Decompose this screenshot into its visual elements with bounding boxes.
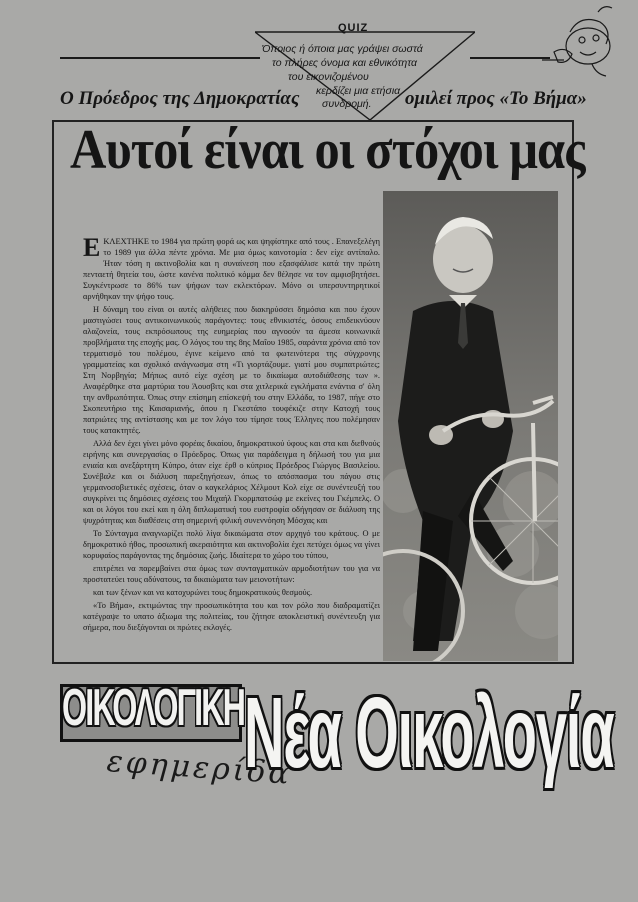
top-rule-right bbox=[470, 57, 550, 59]
quiz-line-1: Όποιος ή όποια μας γράψει σωστά bbox=[262, 43, 423, 55]
logo-oikologiki: ΟΙΚΟΛΟΓΙΚΗ bbox=[62, 679, 245, 737]
quiz-line-2: το πλήρες όνομα και εθνικότητα bbox=[272, 57, 418, 69]
article-paragraph: Το Σύνταγμα αναγνωρίζει πολύ λίγα δικαιώματα στον αρχηγό του κράτους. Ο με δημοκρατικό ήθος, προσωπική ακεραιότητα και ακτινοβολία έχει πετύχει όμως να γίνει κορυφαίος παράγοντας της δημόσιας ζωής. Ιδιαίτερα το χώρο του τύπου, bbox=[83, 529, 380, 560]
top-rule-left bbox=[60, 57, 260, 59]
quiz-title: QUIZ bbox=[338, 22, 369, 34]
dropcap: Ε bbox=[83, 233, 101, 262]
logo-nea-oikologia: Νέα Οικολογία bbox=[244, 677, 614, 789]
paragraph-text: ΚΛΕΧΤΗΚΕ το 1984 για πρώτη φορά ως και ψηφίστηκε από τους . Επανεξελέγη το 1989 για άλλα πέντε χρόνια. Με μια όμως καινοτομία : δεν είχε αντίπαλο. Ήταν τόση η ακτινοβολία και η συναίνεση που εξασφάλισε κατά την πρώτη πενταετή θητεία του, ώστε κανένα πολιτικό κόμμα δεν θέλησε να τον αμφισβητήσει. Συγκέντρωσε το 86% των ψήφων των εκλεκτόρων. Μόνο οι υπερσυντηρητικοί αρνήθηκαν την ψήφο τους. bbox=[83, 237, 380, 301]
kicker-left: Ο Πρόεδρος της Δημοκρατίας bbox=[60, 88, 300, 109]
bicycle-photo-image bbox=[383, 191, 558, 661]
article-paragraph: επιτρέπει να παρεμβαίνει στα όμως των συνταγματικών αρμοδιοτήτων του για να προστατεύει τους αδύνατους, τα δικαιώματα των μειονοτήτων: bbox=[83, 564, 380, 584]
article-paragraph: και των ξένων και να κατοχυρώνει τους δημοκρατικούς θεσμούς. bbox=[93, 588, 313, 597]
headline: Αυτοί είναι οι στόχοι μας bbox=[70, 119, 585, 181]
kicker-right: ομιλεί προς «Το Βήμα» bbox=[405, 88, 587, 109]
article-paragraph: «Το Βήμα», εκτιμώντας την προσωπικότητα του και τον ρόλο που διαδραματίζει κατέγραψε το υπατο άξιωμα της πολιτείας, του ζήτησε αποκλειστική συνέντευξη για σήμερα, που διεξάγονται οι πρώτες εκλογές. bbox=[83, 601, 380, 632]
article-body bbox=[83, 233, 380, 635]
logo-script-efimerida: εφημερίδα bbox=[105, 744, 293, 792]
article-paragraph: Αλλά δεν έχει γίνει μόνο φορέας δικαίου, δημοκρατικού ύφους και στα και διεθνούς ειρήνης και συνεργασίας ο Πρόεδρος. Όπως για παράδειγμα η δήλωσή του για μια ενιαία και ανεξάρτητη Κύπρο, όταν είχε έρθ ο κύπριος Πρόεδρος Γιώργος Βασιλείου. Συνέβαλε και οι διάλυση παρεξηγήσεων, όπως το απόσπασμα του πάγου στις γερμανοσοβιετικές σχέσεις, όταν ο καγκελάριος Χέλμουτ Κολ είχε σε συνέντευξή του συγκρίνει τις δημόσιες σχέσεις του Μιχαήλ Γκορμπατσώφ με εκείνες του Γκέμπελς. Ο και οι λόγοι του εκεί και η όλη διπλωματική του ευστροφία οδήγησαν σε διάλυση της ψυχρότητας και διαθέσεις στη σημερινή φιλική συνεννόηση Μόσχας και bbox=[83, 439, 380, 525]
article-paragraph bbox=[83, 233, 380, 302]
quiz-line-3: του εικονιζομένου bbox=[288, 71, 369, 83]
quiz-line-4: κερδίζει μια ετήσια bbox=[316, 85, 401, 97]
article-paragraph: Η δύναμη του είναι οι αυτές αλήθειες που διακηρύσσει δημόσια και που έχουν μαστιγώσει τους αντικοινωνικούς παράγοντες: τους εθνικιστές, όσους επιδεικνύουν αλαζονεία, τους εκπρόσωπους της ευημερίας που αγνοούν τα άμεσα κοινωνικά προβλήματα της εποχής μας. Ο λόγος του της 8ης Μαΐου 1985, σαράντα χρόνια από τον τερματισμό του πολέμου, έγινε κείμενο από τα φωτεινότερα της σύγχρονης γραμματείας και σχολικό ανάγνωσμα στη «Τι γιορτάζουμε. γιατί μου συμπατριώτες; Στη Νορβηγία; Μήπως αυτό είχε σχέση με το δικαίωμα αυτοδιάθεσης των ». Αναφέρθηκε στα μαρτύρια του Άουσβιτς και στα χιτλερικά εγκλήματα ενάντια σ' όλη την ανθρωπότητα. Όπως στην επίσημη επίσκεψή του στην Ελλάδα, το 1987, πήγε στο Σκοπευτήριο της Καισαριανής, όπου η Γκεστάπο τουφέκιζε στην Κατοχή τους πατριώτες της αντίστασης και με τον λόγο του τίμησε τους Έλληνες που πολέμησαν τους κατακτητές. bbox=[83, 305, 380, 435]
cartoon-doodle-icon bbox=[540, 2, 620, 80]
photo-man-on-bicycle bbox=[383, 191, 558, 661]
quiz-line-5: συνδρομή. bbox=[322, 98, 372, 110]
